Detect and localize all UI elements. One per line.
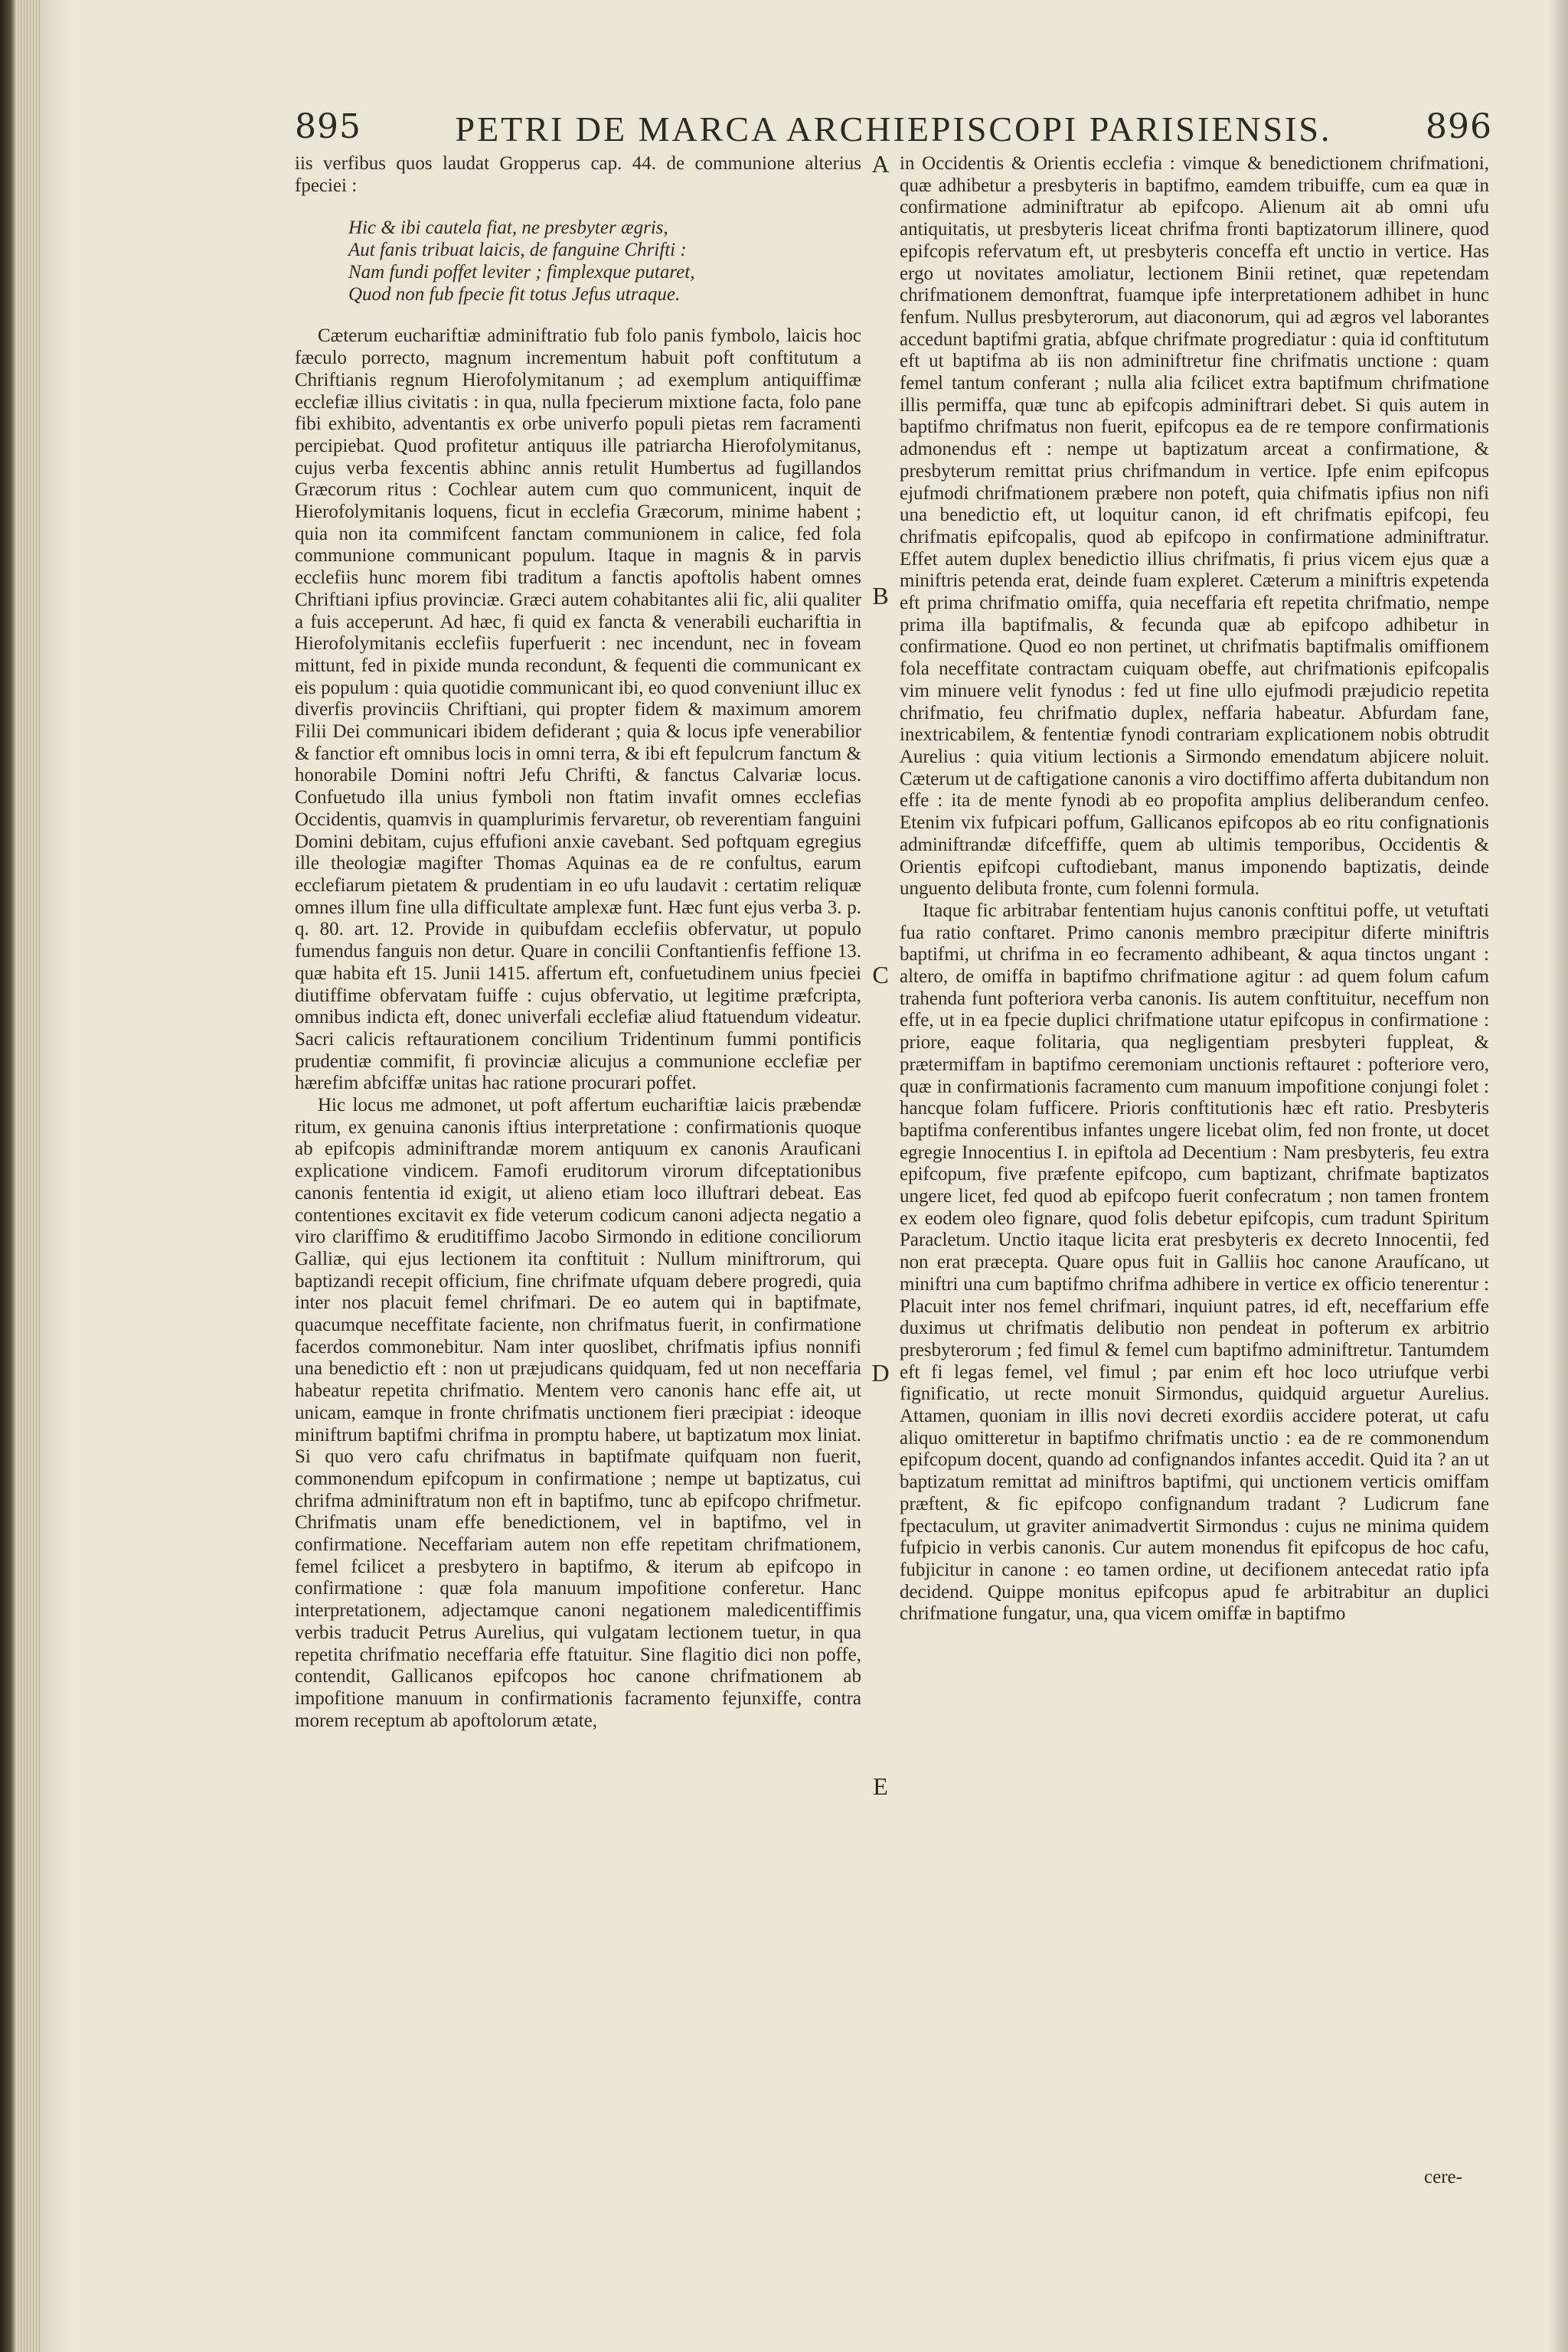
margin-letter: E bbox=[873, 1772, 888, 1800]
catchword: cere- bbox=[1424, 2167, 1462, 2187]
verse-block bbox=[348, 217, 861, 305]
verse-line: Hic & ibi cautela fiat, ne presbyter ægris, bbox=[348, 217, 668, 239]
page-number-right: 896 bbox=[1426, 107, 1492, 146]
paragraph: in Occidentis & Orientis ecclefia : vimque & benedictionem chrifmationi, quæ adhibetur a presbyteris in baptifmo, eamdem tribuiffe, cum ea quæ in confirmatione adminiftratur ab epifcopo. Alienum ait ab omni ufu antiquitatis, ut presbyteris liceat chrifma fronti baptizatorum illinere, quod epifcopis refervatum eft, ut presbyteris conceffa eft unctio in vertice. Has ergo ut novitates amoliatur, lectionem Binii retinet, quæ repetendam chrifmationem demonftrat, fuamque ipfe interpretationem adhibet in hunc fenfum. Nullus presbyterorum, aut diaconorum, qui ad ægros vel laborantes accedunt baptifmi gratia, abfque chrifmate progrediatur : quia id conftitutum eft ut baptifma ab iis non adminiftretur fine chrifmatis unctione : quam femel tantum conferant ; nulla alia fcilicet extra baptifmum chrifmatione illis permiffa, quæ tunc ab epifcopis adminiftrari debet. Si quis autem in baptifmo chrifmatus non fuerit, epifcopus ea de re tempore confirmationis admonendus eft : nempe ut baptizatum arceat a confirmatione, & presbyterum remittat prius chrifmandum in vertice. Ipfe enim epifcopus ejufmodi chrifmationem præbere non poteft, quia chifmatis ipfius non nifi una benedictio eft, ut loquitur canon, id eft chrifmatis epifcopi, feu chrifmatis epifcopalis, quod ab epifcopo in confirmatione adminiftratur. Effet autem duplex benedictio illius chrifmatis, fi prius vicem ejus quæ a miniftris petenda erat, deinde fuam expleret. Cæterum a miniftris expetenda eft prima chrifmatio omiffa, quia neceffaria eft repetita chrifmatio, nempe prima illa baptifmalis, & fecunda quæ ab epifcopo adhibetur in confirmatione. Quod eo non pertinet, ut chrifmatis baptifmalis omiffionem fola neceffitate contractam cuiquam obeffe, aut chrifmationis epifcopalis vim minuere velit fynodus : fed ut fine ullo ejufmodi præjudicio repetita chrifmatio, feu chrifmatio duplex, neffaria habeatur. Abfurdam fane, inextricabilem, & fententiæ fynodi contrariam explicationem nobis obtrudit Aurelius : quia vitium lectionis a Sirmondo emendatum abjicere noluit. Cæterum ut de caftigatione canonis a viro doctiffimo afferta dubitandum non effe : ita de mente fynodi ab eo propofita amplius deliberandum cenfeo. Etenim vix fufpicari poffum, Gallicanos epifcopos ab eo ritu confignationis adminiftrandæ difceffiffe, quem ab ultimis temporibus, Occidentis & Orientis epifcopi cuftodiebant, manus imponendo baptizatis, deinde unguento delibuta fronte, cum folenni formula. bbox=[900, 153, 1489, 900]
right-column bbox=[900, 153, 1489, 2174]
paragraph: Hic locus me admonet, ut poft affertum euchariftiæ laicis præbendæ ritum, ex genuina canonis iftius interpretatione : confirmationis quoque ab epifcopis adminiftrandæ morem antiquum ex canonis Arauficani explicatione vindicem. Famofi eruditorum virorum difceptationibus canonis fententia id exigit, ut alieno etiam loco illuftrari debeat. Eas contentiones excitavit ex fide veterum codicum canoni adjecta negatio a viro clariffimo & eruditiffimo Jacobo Sirmondo in editione conciliorum Galliæ, qui ejus lectionem ita conftituit : Nullum miniftrorum, qui baptizandi recepit officium, fine chrifmate ufquam debere progredi, quia inter nos placuit femel chrifmari. De eo autem qui in baptifmate, quacumque neceffitate faciente, non chrifmatus fuerit, in confirmatione facerdos commonebitur. Nam inter quoslibet, chrifmatis ipfius nonnifi una benedictio eft : non ut præjudicans quidquam, fed ut non neceffaria habeatur repetita chrifmatio. Mentem vero canonis hanc effe ait, ut unicam, eamque in fronte chrifmatis unctionem fieri præcipiat : ideoque miniftrum baptifmi chrifma in promptu habere, ut baptizatum mox liniat. Si quo vero cafu chrifmatus in baptifmate quifquam non fuerit, commonendum epifcopum in confirmatione ; nempe ut baptizatus, cui chrifma adminiftratum non eft in baptifmo, tunc ab epifcopo chrifmetur. Chrifmatis unam effe benedictionem, vel in baptifmo, vel in confirmatione. Neceffariam autem non effe repetitam chrifmationem, femel fcilicet a presbytero in baptifmo, & iterum ab epifcopo in confirmatione : quæ fola manuum impofitione conferetur. Hanc interpretationem, adjectamque canoni negationem maledicentiffimis verbis traducit Petrus Aurelius, qui vulgatam lectionem tuetur, in qua repetita chrifmatio neceffaria effe ftatuitur. Sine flagitio dici non poffe, contendit, Gallicanos epifcopos hoc canone chrifmationem ab impofitione manuum in confirmationis facramento fejunxiffe, contra morem receptum ab apoftolorum ætate, bbox=[295, 1095, 861, 1731]
paragraph: Itaque fic arbitrabar fententiam hujus canonis conftitui poffe, ut vetuftati fua ratio conftaret. Primo canonis membro præcipitur diferte miniftris baptifmi, ut chrifma in eo fecramento adhibeant, & aqua tinctos ungant : altero, de omiffa in baptifmo chrifmatione agitur : ad quem folum cafum trahenda funt pofteriora verba canonis. Iis autem conftituitur, neceffum non effe, ut in ea fpecie duplici chrifmatione utatur epifcopus in confirmatione : priore, eaque folitaria, qua negligentiam presbyteri fuppleat, & prætermiffam in baptifmo ceremoniam unctionis reftauret : pofteriore vero, quæ in confirmationis facramento cum manuum impofitione conjungi folet : hancque folam fufficere. Prioris conftitutionis hæc eft ratio. Presbyteris baptifma conferentibus infantes ungere licebat olim, fed non fronte, ut docet egregie Innocentius I. in epiftola ad Decentium : Nam presbyteris, feu extra epifcopum, five præfente epifcopo, cum baptizant, chrifmate baptizatos ungere licet, fed quod ab epifcopo fuerit confecratum ; non tamen frontem ex eodem oleo fignare, quod folis debetur epifcopis, cum tradunt Spiritum Paracletum. Unctio itaque licita erat presbyteris ex decreto Innocentii, fed non erat præcepta. Quare opus fuit in Galliis hoc canone Araufícano, ut miniftri una cum baptifmo chrifma adhibere in vertice ex officio tenerentur : Placuit inter nos femel chrifmari, inquiunt patres, id eft, neceffarium effe duximus ut chrifmatis delibutio non pendeat in pofterum ex arbitrio presbyterorum ; fed fimul & femel cum baptifmo adminiftretur. Tantumdem eft fi legas femel, vel fimul ; par enim eft hoc loco utriufque verbi fignificatio, ut recte monuit Sirmondus, quidquid arguetur Aurelius. Attamen, quoniam in illis novi decreti exordiis accidere poterat, ut cafu aliquo omitteretur in baptifmo chrifmatis unctio : ea de re commonendum epifcopum docent, quando ad confignandos infantes accedit. Quid ita ? an ut baptizatum remittat ad miniftros baptifmi, qui unctionem verticis omiffam præftent, & fic epifcopo confignandum tradant ? Ludicrum fane fpectaculum, ut graviter animadvertit Sirmondus : cujus ne minima quidem fufpicio in verbis canonis. Cur autem monendus fit epifcopus de hoc cafu, fubjicitur in canone : eo tamen ordine, ut decifionem antecedat ratio ipfa decidend. Quippe monitus epifcopus apud fe arbitrabitur an duplici chrifmatione fungatur, una, qua vicem omiffæ in baptifmo bbox=[900, 900, 1489, 1625]
page-stack-edge bbox=[15, 0, 41, 2352]
running-title: PETRI DE MARCA ARCHIEPISCOPI PARISIENSIS. bbox=[455, 109, 1332, 149]
margin-letter: D bbox=[871, 1359, 890, 1387]
verse-line: Quod non fub fpecie fit totus Jefus utraque. bbox=[348, 284, 681, 305]
page-number-left: 895 bbox=[295, 107, 361, 146]
margin-letter: A bbox=[871, 150, 890, 178]
margin-letter: B bbox=[872, 582, 889, 609]
running-head bbox=[295, 107, 1492, 153]
verse-line: Nam fundi poffet leviter ; fimplexque putaret, bbox=[348, 262, 695, 283]
scan-edge bbox=[0, 0, 15, 2352]
verse-line: Aut fanis tribuat laicis, de fanguine Chrifti : bbox=[348, 240, 687, 261]
left-column bbox=[295, 153, 861, 2174]
paragraph: iis verfibus quos laudat Gropperus cap. 44. de communione alterius fpeciei : bbox=[295, 153, 861, 196]
binding-shadow bbox=[1548, 0, 1568, 2352]
margin-letter: C bbox=[872, 961, 889, 988]
paragraph: Cæterum euchariftiæ adminiftratio fub folo panis fymbolo, laicis hoc fæculo porrecto, magnum incrementum habuit poft conftitutum a Chriftianis regnum Hierofolymitanum ; ad exemplum antiquiffimæ ecclefiæ illius civitatis : in qua, nulla fpecierum mixtione facta, folo pane fibi exhibito, adventantis ex orbe univerfo populi pietas rem facramenti percipiebat. Quod profitetur antiquus ille patriarcha Hierofolymitanus, cujus verba fexcentis abhinc annis retulit Humbertus ad fugillandos Græcorum ritus : Cochlear autem cum quo communicent, inquit de Hierofolymitanis loquens, ficut in ecclefia Græcorum, minime habent ; quia non ita commifcent fanctam communionem in calice, fed fola communione communicant populum. Itaque in magnis & in parvis ecclefiis hunc morem fibi traditum a fanctis apoftolis habent omnes Chriftiani ipfius provinciæ. Græci autem cohabitantes alii fic, alii qualiter a fuis acceperunt. Ad hæc, fi quid ex fancta & venerabili euchariftia in Hierofolymitanis ecclefiis fuperfuerit : nec incendunt, nec in foveam mittunt, fed in pixide munda recondunt, & fequenti die communicant ex eis populum : quia quotidie communicant ibi, eo quod conveniunt illuc ex diverfis provinciis Chriftiani, qui propter fidem & maximum amorem Filii Dei communicari ibidem defiderant ; quia & locus ipfe venerabilior & fanctior eft omnibus locis in omni terra, & ibi eft fepulcrum fanctum & honorabile Domini noftri Jefu Chrifti, & fanctus Calvariæ locus. Confuetudo illa unius fymboli non ftatim invafit omnes ecclefias Occidentis, quamvis in quamplurimis fervaretur, ob reverentiam fanguini Domini debitam, cujus effufioni anxie cavebant. Sed poftquam egregius ille theologiæ magifter Thomas Aquinas ea de re confultus, earum ecclefiarum pietatem & prudentiam in eo ufu laudavit : certatim reliquæ omnes illum fine ulla difficultate amplexæ funt. Hæc funt ejus verba 3. p. q. 80. art. 12. Provide in quibufdam ecclefiis obfervatur, ut populo fumendus fanguis non detur. Quare in concilii Conftantienfis feffione 13. quæ habita eft 15. Junii 1415. affertum eft, confuetudinem unius fpeciei diutiffime obfervatam fuiffe : cujus obfervatio, ut legitime præfcripta, omnibus indicta eft, donec univerfali ecclefiæ aliud ftatuendum videatur. Sacri calicis reftaurationem concilium Tridentinum fummi pontificis prudentiæ commifit, fi provinciæ alicujus a communione ecclefiæ per hærefim abfciffæ unitas hac ratione procurari poffet. bbox=[295, 325, 861, 1094]
